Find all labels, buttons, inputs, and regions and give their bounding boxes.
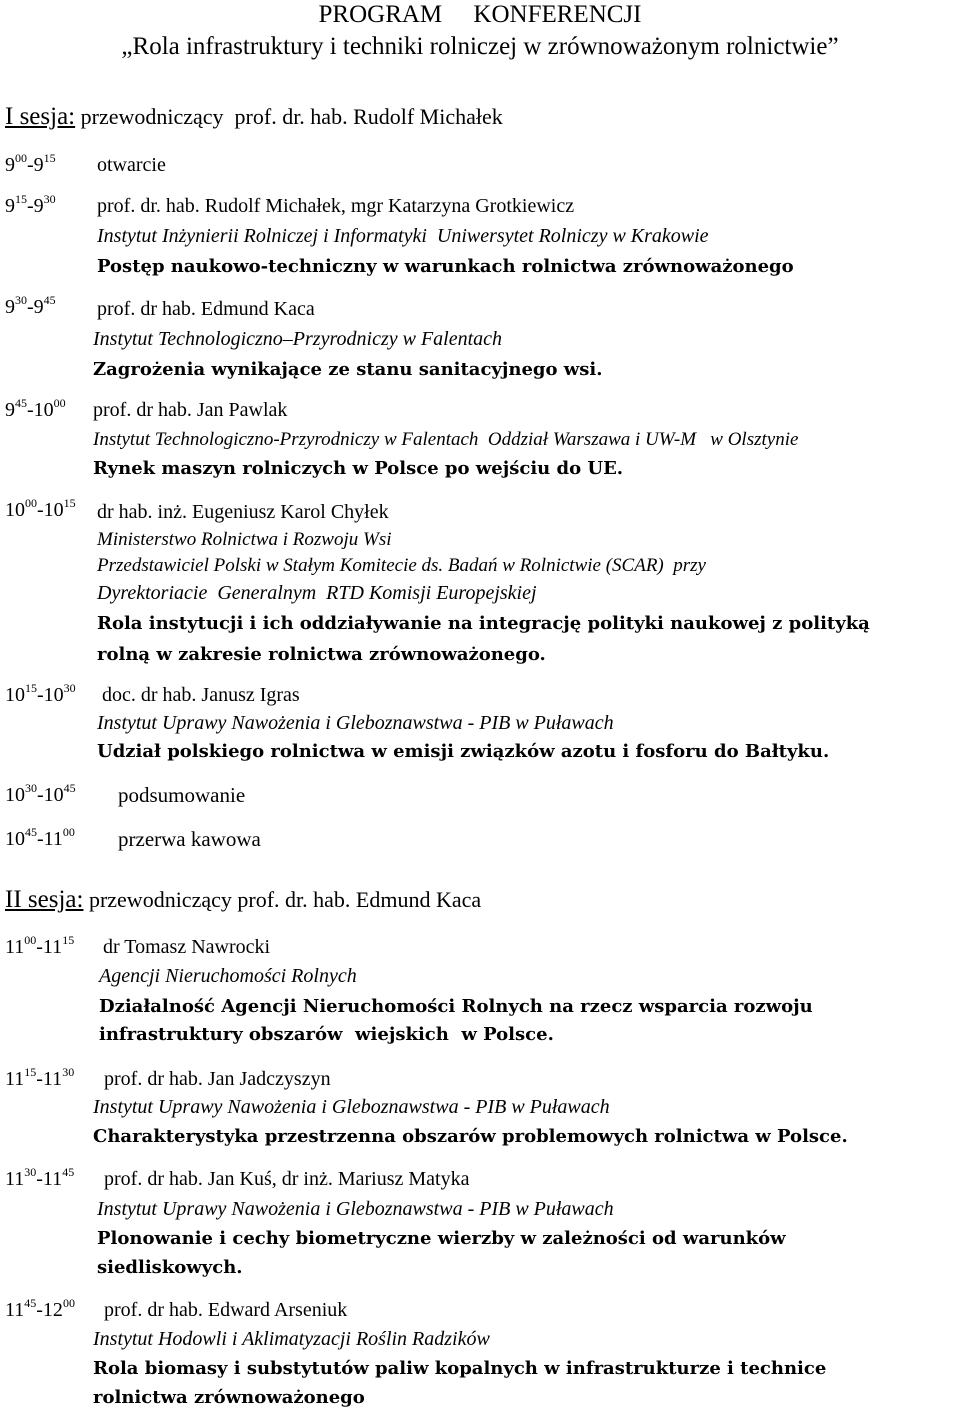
session-chair: przewodniczący prof. dr. hab. Edmund Kaca (83, 887, 482, 912)
session-header (5, 103, 503, 131)
speaker: prof. dr hab. Jan Jadczyszyn (104, 1068, 331, 1090)
time-slot: $10^{15}-10^{30}$ (5, 681, 76, 706)
time-slot: $9^{45}-10^{00}$ (5, 396, 66, 421)
talk-topic: Udział polskiego rolnictwa w emisji związków azotu i fosforu do Bałtyku. (97, 741, 830, 762)
speaker: prof. dr hab. Jan Kuś, dr inż. Mariusz Matyka (104, 1168, 470, 1190)
time-slot: $11^{15}-11^{30}$ (5, 1065, 75, 1090)
affiliation: Dyrektoriacie Generalnym RTD Komisji Europejskiej (97, 582, 537, 604)
talk-topic: Plonowanie i cechy biometryczne wierzby w zależności od warunków (97, 1228, 786, 1249)
affiliation: Instytut Uprawy Nawożenia i Gleboznawstwa - PIB w Puławach (97, 712, 614, 734)
speaker: dr hab. inż. Eugeniusz Karol Chyłek (97, 501, 389, 523)
time-slot: $9^{30}-9^{45}$ (5, 293, 56, 318)
speaker: prof. dr. hab. Rudolf Michałek, mgr Katarzyna Grotkiewicz (97, 195, 575, 217)
document-title: PROGRAM KONFERENCJI (318, 1, 642, 28)
speaker: podsumowanie (118, 783, 246, 807)
affiliation: Przedstawiciel Polski w Stałym Komitecie ds. Badań w Rolnictwie (SCAR) przy (97, 555, 706, 576)
talk-topic: Zagrożenia wynikające ze stanu sanitacyjnego wsi. (93, 359, 603, 380)
document-subtitle: „Rola infrastruktury i techniki rolniczej w zrównoważonym rolnictwie” (121, 33, 839, 60)
affiliation: Instytut Technologiczno-Przyrodniczy w Falentach Oddział Warszawa i UW-M w Olsztynie (93, 429, 799, 450)
time-slot: $11^{30}-11^{45}$ (5, 1165, 75, 1190)
time-slot: $10^{45}-11^{00}$ (5, 825, 75, 850)
speaker: prof. dr hab. Edward Arseniuk (104, 1299, 348, 1321)
affiliation: Instytut Uprawy Nawożenia i Gleboznawstwa - PIB w Puławach (93, 1096, 610, 1118)
speaker: otwarcie (97, 154, 166, 176)
talk-topic: Rynek maszyn rolniczych w Polsce po wejściu do UE. (93, 458, 624, 479)
affiliation: Ministerstwo Rolnictwa i Rozwoju Wsi (97, 529, 392, 550)
time-slot: $11^{45}-12^{00}$ (5, 1296, 75, 1321)
speaker: doc. dr hab. Janusz Igras (102, 684, 300, 706)
affiliation: Agencji Nieruchomości Rolnych (99, 965, 357, 987)
speaker: dr Tomasz Nawrocki (103, 936, 271, 958)
session-label: I sesja: (5, 103, 76, 130)
talk-topic: infrastruktury obszarów wiejskich w Polsce. (99, 1024, 554, 1045)
speaker: prof. dr hab. Jan Pawlak (93, 399, 288, 421)
affiliation: Instytut Uprawy Nawożenia i Gleboznawstwa - PIB w Puławach (97, 1198, 614, 1220)
speaker: prof. dr hab. Edmund Kaca (97, 298, 315, 320)
talk-topic: rolnictwa zrównoważonego (93, 1387, 365, 1408)
time-slot: $10^{00}-10^{15}$ (5, 496, 76, 521)
talk-topic: Charakterystyka przestrzenna obszarów problemowych rolnictwa w Polsce. (93, 1126, 848, 1147)
session-header (5, 886, 481, 914)
talk-topic: Rola biomasy i substytutów paliw kopalnych w infrastrukturze i technice (93, 1358, 827, 1379)
affiliation: Instytut Technologiczno–Przyrodniczy w Falentach (93, 328, 503, 350)
session-chair: przewodniczący prof. dr. hab. Rudolf Michałek (75, 104, 503, 129)
talk-topic: Postęp naukowo-techniczny w warunkach rolnictwa zrównoważonego (97, 256, 794, 277)
time-slot: $11^{00}-11^{15}$ (5, 933, 75, 958)
talk-topic: Rola instytucji i ich oddziaływanie na integrację polityki naukowej z polityką (97, 613, 870, 634)
affiliation: Instytut Hodowli i Aklimatyzacji Roślin Radzików (93, 1328, 490, 1350)
talk-topic: rolną w zakresie rolnictwa zrównoważonego. (97, 644, 546, 665)
talk-topic: siedliskowych. (97, 1257, 243, 1278)
speaker: przerwa kawowa (118, 827, 261, 851)
session-label: II sesja: (5, 886, 84, 913)
time-slot: $9^{00}-9^{15}$ (5, 151, 56, 176)
time-slot: $10^{30}-10^{45}$ (5, 781, 76, 806)
affiliation: Instytut Inżynierii Rolniczej i Informatyki Uniwersytet Rolniczy w Krakowie (97, 225, 709, 247)
talk-topic: Działalność Agencji Nieruchomości Rolnych na rzecz wsparcia rozwoju (99, 996, 813, 1017)
time-slot: $9^{15}-9^{30}$ (5, 192, 56, 217)
